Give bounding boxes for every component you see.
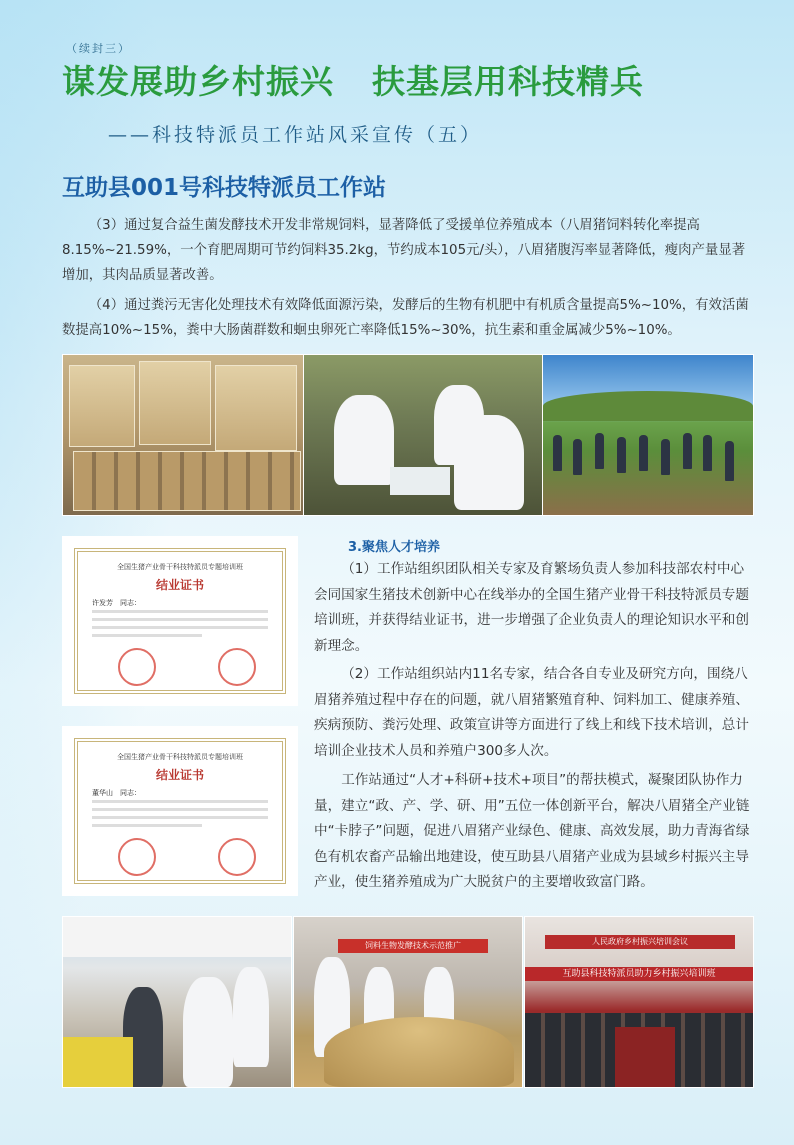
seal-icon <box>118 838 156 876</box>
certificate-recipient: 许发芳 同志： <box>92 599 141 607</box>
seal-icon <box>218 838 256 876</box>
section-title: 互助县001号科技特派员工作站 <box>62 175 387 201</box>
title-left: 谋发展助乡村振兴 <box>62 62 334 101</box>
seal-icon <box>118 648 156 686</box>
page-title <box>62 56 682 103</box>
paragraph-training-1: （1）工作站组织团队相关专家及育繁场负责人参加科技部农村中心会同国家生猪技术创新中心在线举办的全国生猪产业骨干科技特派员专题培训班，并获得结业证书，进一步增强了企业负责人的理论知识水平和创新理念。 <box>314 561 749 654</box>
banner-training: 互助县科技特派员助力乡村振兴培训班 <box>525 967 753 981</box>
paragraph-training-2: （2）工作站组织站内11名专家，结合各自专业及研究方向，围绕八眉猪养殖过程中存在的问题，就八眉猪繁殖育种、饲料加工、健康养殖、疾病预防、粪污处理、政策宣讲等方面进行了线上和线下技术培训，总计培训企业技术人员和养殖户300多人次。 <box>314 666 749 759</box>
photo-feed-preparation <box>62 916 292 1088</box>
paragraph-feed: （3）通过复合益生菌发酵技术开发非常规饲料，显著降低了受援单位养殖成本（八眉猪饲料转化率提高8.15%~21.59%，一个育肥周期可节约饲料35.2kg，节约成本105元/头），八眉猪腹泻率显著降低，瘦肉产量显著增加，其肉品质显著改善。 <box>62 218 746 283</box>
certificate-title: 结业证书 <box>155 578 204 592</box>
certificate-header: 全国生猪产业骨干科技特派员专题培训班 <box>117 563 243 571</box>
seal-icon <box>218 648 256 686</box>
banner-feed-promo: 饲料生物发酵技术示范推广 <box>338 939 488 953</box>
certificate-title: 结业证书 <box>155 768 204 782</box>
certificate-2 <box>62 726 298 896</box>
banner-venue: 人民政府乡村振兴培训会议 <box>545 935 735 949</box>
photo-training-session <box>524 916 754 1088</box>
page-subtitle: ——科技特派员工作站风采宣传（五） <box>108 124 483 146</box>
photo-fermented-feed-bags <box>62 354 304 516</box>
paragraph-manure: （4）通过粪污无害化处理技术有效降低面源污染，发酵后的生物有机肥中有机质含量提高5%~10%，有效活菌数提高10%~15%，粪中大肠菌群数和蛔虫卵死亡率降低15%~30%，抗生素和重金属减少5%~10%。 <box>62 298 749 338</box>
paragraph-model: 工作站通过“人才+科研+技术+项目”的帮扶模式，凝聚团队协作力量，建立“政、产、学、研、用”五位一体创新平台，解决八眉猪全产业链中“卡脖子”问题，促进八眉猪产业绿色、健康、高效发展，助力青海省绿色有机农畜产品输出地建设，使互助县八眉猪产业成为县域乡村振兴主导产业，使生猪养殖成为广大脱贫户的主要增收致富门路。 <box>314 772 750 890</box>
photo-field-sampling <box>303 354 543 516</box>
subsection-heading: 3.聚焦人才培养 <box>348 540 440 555</box>
photo-field-visit <box>542 354 754 516</box>
photo-feed-demo <box>293 916 523 1088</box>
certificate-recipient: 董华山 同志： <box>92 789 141 797</box>
title-right: 扶基层用科技精兵 <box>372 62 644 101</box>
continuation-label: （续封三） <box>66 42 131 55</box>
certificate-header: 全国生猪产业骨干科技特派员专题培训班 <box>117 753 243 761</box>
certificate-1 <box>62 536 298 706</box>
